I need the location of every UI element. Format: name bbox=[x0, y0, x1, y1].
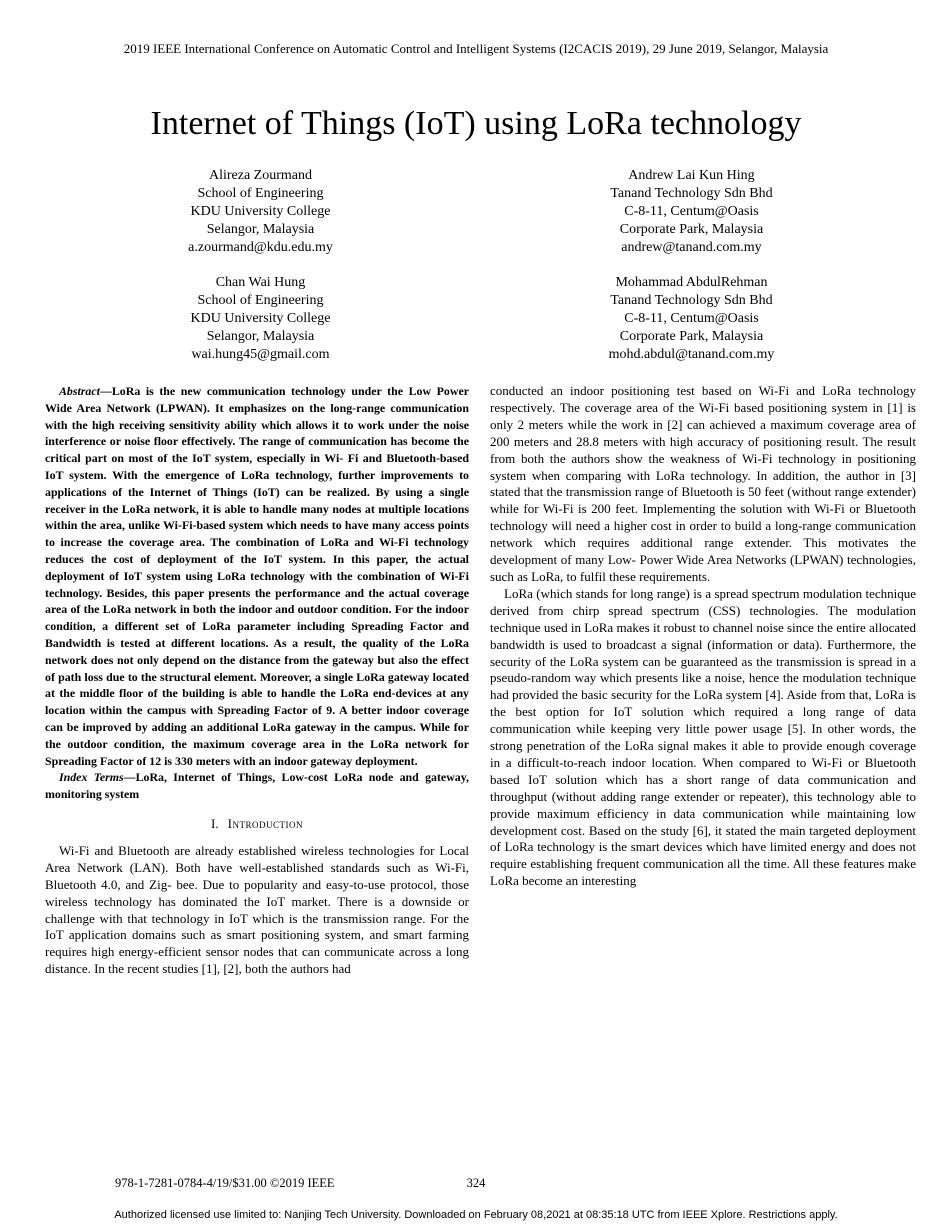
abstract bbox=[45, 383, 469, 769]
index-terms-text: LoRa, Internet of Things, Low-cost LoRa node and gateway, monitoring system bbox=[45, 770, 469, 802]
license-notice: Authorized licensed use limited to: Nanjing Tech University. Downloaded on February 08,2021 at 08:35:18 UTC from IEEE Xplore. Restrictions apply. bbox=[114, 1209, 838, 1221]
author-name: Alireza Zourmand bbox=[208, 168, 312, 183]
introduction-paragraph: Wi-Fi and Bluetooth are already established wireless technologies for Local Area Network (LAN). Both have well-established standards such as Wi-Fi, Bluetooth 4.0, and Zig- bee. Due to popularity and easy-to-use protocol, those wireless technology has dominated the IoT market. There is a downside or challenge with that technology in IoT which is the transmission range. For the IoT application domains such as smart positioning system, and smart farming requires high energy-efficient sensor nodes that can communicate across a long distance. In the recent studies [1], [2], both the authors had bbox=[45, 842, 469, 977]
author-affiliation-line: C-8-11, Centum@Oasis bbox=[624, 204, 759, 219]
author-block bbox=[609, 274, 775, 364]
author-affiliation-line: Tanand Technology Sdn Bhd bbox=[610, 293, 773, 308]
author-name: Chan Wai Hung bbox=[215, 275, 306, 290]
author-affiliation-line: Selangor, Malaysia bbox=[206, 222, 315, 237]
author-affiliation-line: KDU University College bbox=[190, 204, 331, 219]
author-affiliation-line: C-8-11, Centum@Oasis bbox=[624, 311, 759, 326]
left-column bbox=[45, 383, 469, 978]
author-name: Andrew Lai Kun Hing bbox=[628, 168, 755, 183]
author-email: a.zourmand@kdu.edu.my bbox=[188, 240, 333, 255]
author-affiliation-line: Corporate Park, Malaysia bbox=[619, 329, 764, 344]
section-number: I. bbox=[211, 815, 219, 831]
introduction-paragraph: LoRa (which stands for long range) is a spread spectrum modulation technique derived from chirp spread spectrum (CSS) technologies. The modulation technique used in LoRa makes it robust to channel noise since the entire allocated bandwidth is used to broadcast a signal (information or data). Furthermore, the security of the LoRa system can be guaranteed as the transmission is spread in a pseudo-random way which presents like a noise, hence the modulation technique had provided the basic security for the LoRa system [4]. Aside from that, LoRa is the best option for IoT solution which required a long range of data communication while keeping very little power usage [5]. In other words, the strong penetration of the LoRa signal makes it able to provide enough coverage in a difficult-to-reach indoor location. When compared to Wi-Fi or Bluetooth based IoT solution which has a short range of data communication and throughput (without adding range extender or repeater), this technology able to provide maximum efficiency in data communication while maintaining low development cost. Based on the study [6], it stated the main targeted deployment of LoRa technology is the smart devices which have limited energy and does not require establishing frequent communication all the time. All these features make LoRa become an interesting bbox=[490, 585, 916, 889]
author-affiliation-line: Tanand Technology Sdn Bhd bbox=[610, 186, 773, 201]
author-block bbox=[610, 167, 772, 257]
author-block bbox=[188, 167, 333, 257]
author-block bbox=[191, 274, 331, 364]
author-email: mohd.abdul@tanand.com.my bbox=[608, 347, 775, 362]
author-affiliation-line: School of Engineering bbox=[197, 293, 324, 308]
abstract-label: Abstract— bbox=[59, 384, 112, 398]
author-affiliation-line: Corporate Park, Malaysia bbox=[619, 222, 764, 237]
author-column-left bbox=[45, 167, 476, 381]
author-affiliation-line: KDU University College bbox=[190, 311, 331, 326]
author-email: wai.hung45@gmail.com bbox=[191, 347, 330, 362]
section-heading-introduction bbox=[45, 816, 469, 832]
index-terms-label: Index Terms— bbox=[59, 770, 136, 785]
conference-header: 2019 IEEE International Conference on Automatic Control and Intelligent Systems (I2CACIS 2019), 29 June 2019, Selangor, Malaysia bbox=[123, 41, 829, 56]
page-title: Internet of Things (IoT) using LoRa technology bbox=[150, 104, 802, 142]
index-terms bbox=[45, 769, 469, 803]
page-number: 324 bbox=[466, 1176, 486, 1190]
author-email: andrew@tanand.com.my bbox=[621, 240, 762, 255]
right-column bbox=[490, 383, 916, 890]
abstract-text: LoRa is the new communication technology under the Low Power Wide Area Network (LPWAN). It emphasizes on the long-range communication with the high receiving sensitivity ability which allows it to work under the noise interference or noise floor effectively. The range of communication has become the critical part on most of the IoT system, especially in Wi- Fi and Bluetooth-based IoT system. With the emergence of LoRa technology, further improvements to applications of the Internet of Things (IoT) can be realized. By using a single receiver in the LoRa network, it is able to handle many nodes at multiple locations within the area, unlike Wi-Fi-based system which needs to have many access points to increase the coverage area. The combination of LoRa and Wi-Fi technology reduces the cost of deployment of the IoT system. In this paper, the actual deployment of IoT system using LoRa technology with the combination of Wi-Fi technology. Besides, this paper presents the performance and the actual coverage area of the LoRa network in both the indoor and outdoor condition. For the indoor condition, a different set of LoRa parameter including Spreading Factor and Bandwidth is tested at different locations. As a result, the quality of the LoRa network does not only depend on the distance from the gateway but also the effect of path loss due to the structural element. Moreover, a single LoRa gateway located at the middle floor of the building is able to handle the LoRa end-devices at any location within the campus with Spreading Factor of 9. A better indoor coverage can be improved by adding an additional LoRa gateway in the campus. While for the outdoor condition, the maximum coverage area in the LoRa network for Spreading Factor of 12 is 330 meters with an indoor gateway deployment. bbox=[45, 384, 469, 768]
introduction-paragraph-continued: conducted an indoor positioning test based on Wi-Fi and LoRa technology respectively. The coverage area of the Wi-Fi based positioning system in [1] is only 2 meters while the work in [2] can achieved a maximum coverage area of 200 meters and 28.8 meters with high accuracy of positioning result. The result from both the authors show the weakness of Wi-Fi technology in positioning system when comparing with LoRa technology. In addition, the author in [3] stated that the transmission range of Bluetooth is 50 feet (without range extender) while for Wi-Fi is 200 feet. Implementing the solution with Wi-Fi or Bluetooth technology will need a higher cost in order to build a long-range communication network which requires additional range extender. This motivates the development of many Low- Power Wide Area Networks (LPWAN) technologies, such as LoRa, to fulfil these requirements. bbox=[490, 383, 916, 584]
author-section bbox=[45, 167, 907, 381]
author-affiliation-line: Selangor, Malaysia bbox=[206, 329, 315, 344]
copyright-notice: 978-1-7281-0784-4/19/$31.00 ©2019 IEEE bbox=[115, 1176, 335, 1190]
author-name: Mohammad AbdulRehman bbox=[615, 275, 768, 290]
author-column-right bbox=[476, 167, 907, 381]
section-title: Introduction bbox=[227, 815, 303, 831]
author-affiliation-line: School of Engineering bbox=[197, 186, 324, 201]
